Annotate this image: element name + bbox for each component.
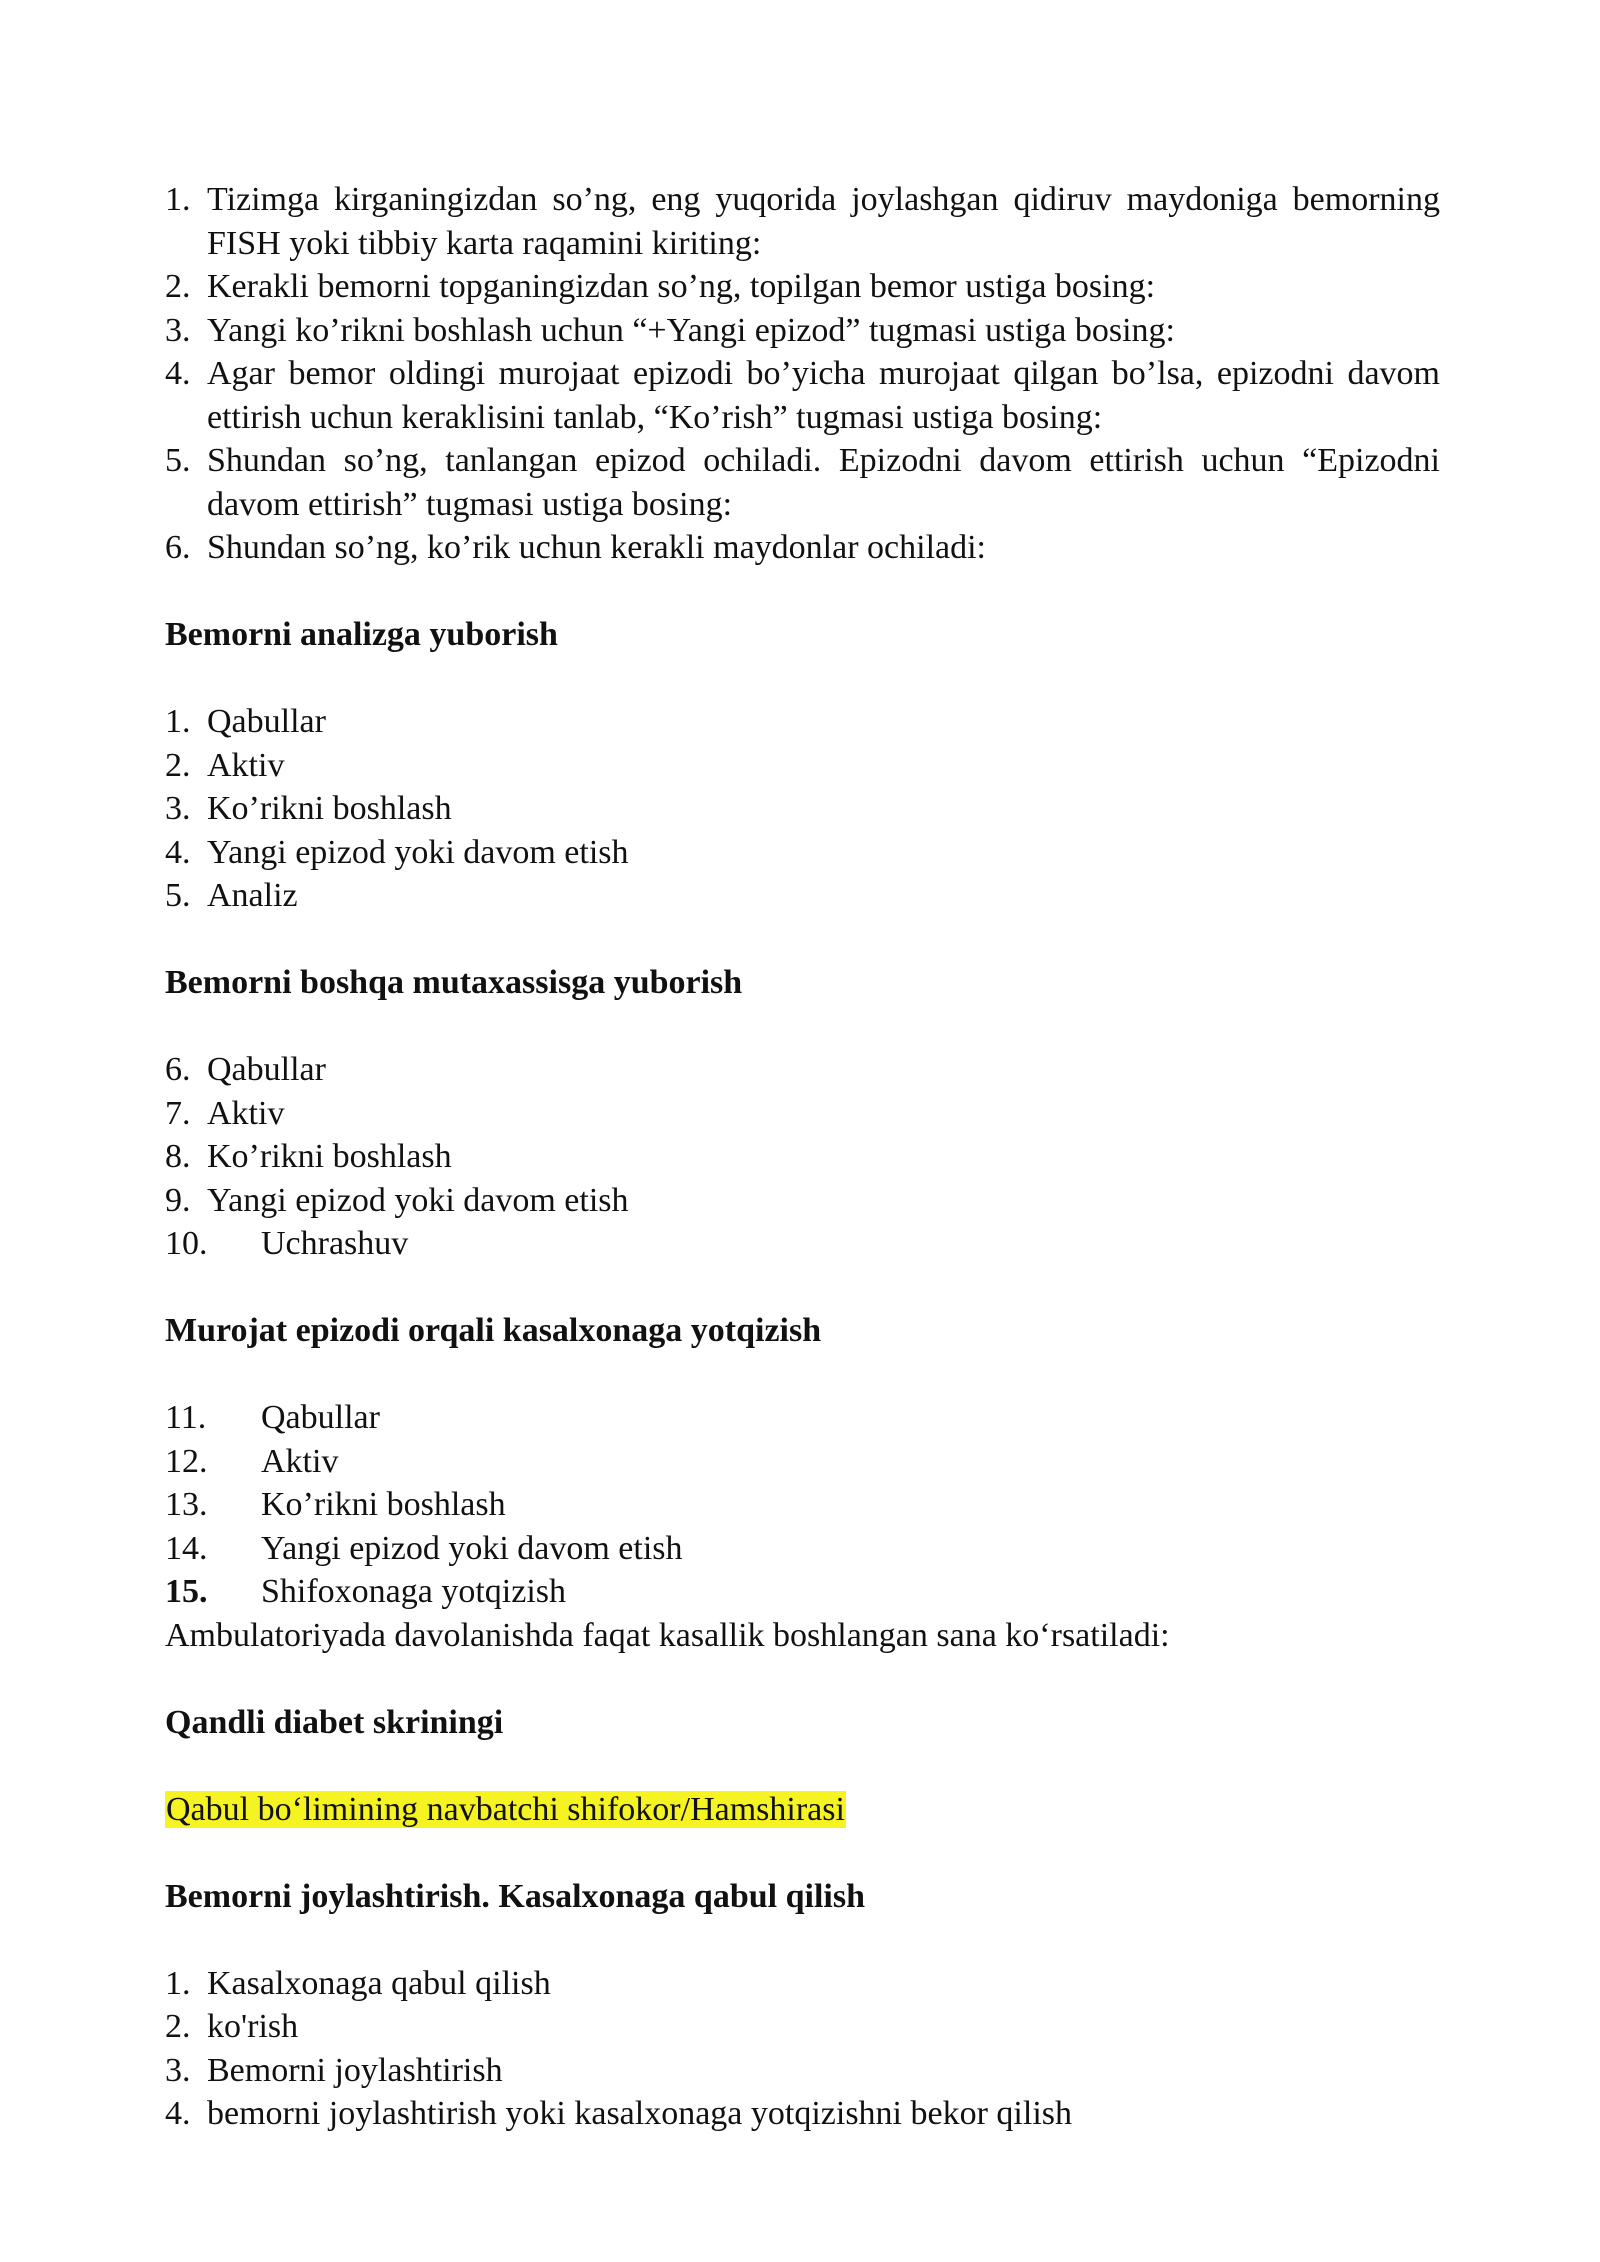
- spacer: [165, 570, 1440, 614]
- highlighted-text: Qabul bo‘limining navbatchi shifokor/Hamshirasi: [166, 1790, 845, 1828]
- item-number: 8.: [165, 1138, 191, 1175]
- spacer: [165, 657, 1440, 701]
- step-number: 1.: [165, 181, 191, 218]
- section-heading: Bemorni boshqa mutaxassisga yuborish: [165, 964, 743, 1001]
- intro-step: [165, 265, 1440, 309]
- intro-steps-list: [165, 178, 1440, 570]
- list-item: [165, 1092, 1440, 1136]
- list-item: [165, 2049, 1440, 2093]
- item-text: Yangi epizod yoki davom etish: [261, 1529, 683, 1567]
- item-number: 12.: [165, 1442, 208, 1480]
- step-number: 5.: [165, 442, 191, 479]
- item-text: Yangi epizod yoki davom etish: [207, 833, 629, 871]
- intro-step: [165, 309, 1440, 353]
- item-text: Shifoxonaga yotqizish: [261, 1573, 567, 1610]
- item-number: 4.: [165, 833, 191, 871]
- item-text: Kasalxonaga qabul qilish: [207, 1964, 551, 2002]
- list-item: [165, 1179, 1440, 1223]
- step-number: 4.: [165, 355, 191, 392]
- list-item: [165, 831, 1440, 875]
- list-item: [165, 1440, 1440, 1484]
- item-number: 6.: [165, 1051, 191, 1088]
- item-text: bemorni joylashtirish yoki kasalxonaga yotqizishni bekor qilish: [207, 2095, 1072, 2132]
- list-item: [165, 1396, 1440, 1440]
- referral-steps-list: [165, 1048, 1440, 1266]
- item-text: Ko’rikni boshlash: [207, 1138, 452, 1175]
- item-text: Bemorni joylashtirish: [207, 2051, 503, 2089]
- intro-step: [165, 178, 1440, 265]
- step-number: 6.: [165, 529, 191, 566]
- highlighted-role-line: [165, 1788, 1440, 1832]
- spacer: [165, 1918, 1440, 1962]
- spacer: [165, 918, 1440, 962]
- item-text: Ko’rikni boshlash: [207, 790, 452, 827]
- step-text: Shundan so’ng, ko’rik uchun kerakli maydonlar ochiladi:: [207, 529, 986, 566]
- item-number: 2.: [165, 746, 191, 784]
- item-number: 10.: [165, 1225, 208, 1262]
- list-item: [165, 1570, 1440, 1614]
- intro-step: [165, 526, 1440, 570]
- item-number: 1.: [165, 1964, 191, 2002]
- item-number: 7.: [165, 1094, 191, 1132]
- item-number: 5.: [165, 877, 191, 914]
- item-text: Qabullar: [207, 1051, 326, 1088]
- step-number: 2.: [165, 268, 191, 305]
- item-number: 4.: [165, 2095, 191, 2132]
- spacer: [165, 1005, 1440, 1049]
- step-text: Agar bemor oldingi murojaat epizodi bo’yicha murojaat qilgan bo’lsa, epizodni davom ettirish uchun keraklisini tanlab, “Ko’rish” tugmasi ustiga bosing:: [207, 355, 1440, 436]
- item-number: 9.: [165, 1181, 191, 1219]
- analysis-steps-list: [165, 700, 1440, 918]
- item-text: Ko’rikni boshlash: [261, 1486, 506, 1523]
- item-number: 3.: [165, 790, 191, 827]
- intro-step: [165, 439, 1440, 526]
- list-item: [165, 874, 1440, 918]
- list-item: [165, 1222, 1440, 1266]
- step-text: Shundan so’ng, tanlangan epizod ochiladi. Epizodni davom ettirish uchun “Epizodni davom ettirish” tugmasi ustiga bosing:: [207, 442, 1440, 523]
- item-number: 14.: [165, 1529, 208, 1567]
- item-number: 1.: [165, 703, 191, 740]
- step-text: Tizimga kirganingizdan so’ng, eng yuqorida joylashgan qidiruv maydoniga bemorning FISH yoki tibbiy karta raqamini kiriting:: [207, 181, 1440, 262]
- spacer: [165, 1744, 1440, 1788]
- list-item: [165, 1962, 1440, 2006]
- list-item: [165, 700, 1440, 744]
- item-number: 2.: [165, 2008, 191, 2045]
- item-text: Qabullar: [207, 703, 326, 740]
- list-item: [165, 2005, 1440, 2049]
- step-text: Yangi ko’rikni boshlash uchun “+Yangi epizod” tugmasi ustiga bosing:: [207, 311, 1175, 349]
- intro-step: [165, 352, 1440, 439]
- ambulatory-note: Ambulatoriyada davolanishda faqat kasallik boshlangan sana ko‘rsatiladi:: [165, 1616, 1170, 1654]
- hospitalization-steps-list: [165, 1396, 1440, 1614]
- section-heading: Bemorni joylashtirish. Kasalxonaga qabul qilish: [165, 1877, 865, 1915]
- list-item: [165, 1483, 1440, 1527]
- list-item: [165, 2092, 1440, 2136]
- item-text: Aktiv: [261, 1442, 339, 1480]
- step-number: 3.: [165, 311, 191, 349]
- item-text: Aktiv: [207, 1094, 285, 1132]
- spacer: [165, 1831, 1440, 1875]
- spacer: [165, 1657, 1440, 1701]
- item-text: Yangi epizod yoki davom etish: [207, 1181, 629, 1219]
- item-text: Analiz: [207, 877, 298, 914]
- item-number: 15.: [165, 1573, 208, 1610]
- section-heading: Qandli diabet skriningi: [165, 1703, 504, 1741]
- item-number: 11.: [165, 1399, 207, 1436]
- admission-steps-list: [165, 1962, 1440, 2136]
- item-text: ko'rish: [207, 2008, 299, 2045]
- list-item: [165, 1527, 1440, 1571]
- list-item: [165, 1048, 1440, 1092]
- list-item: [165, 787, 1440, 831]
- item-number: 3.: [165, 2051, 191, 2089]
- document-content: [165, 178, 1440, 2136]
- list-item: [165, 1135, 1440, 1179]
- section-heading: Bemorni analizga yuborish: [165, 616, 558, 653]
- list-item: [165, 744, 1440, 788]
- item-text: Uchrashuv: [261, 1225, 409, 1262]
- section-heading: Murojat epizodi orqali kasalxonaga yotqizish: [165, 1312, 822, 1349]
- item-text: Qabullar: [261, 1399, 380, 1436]
- spacer: [165, 1353, 1440, 1397]
- spacer: [165, 1266, 1440, 1310]
- step-text: Kerakli bemorni topganingizdan so’ng, topilgan bemor ustiga bosing:: [207, 268, 1156, 305]
- item-number: 13.: [165, 1486, 208, 1523]
- item-text: Aktiv: [207, 746, 285, 784]
